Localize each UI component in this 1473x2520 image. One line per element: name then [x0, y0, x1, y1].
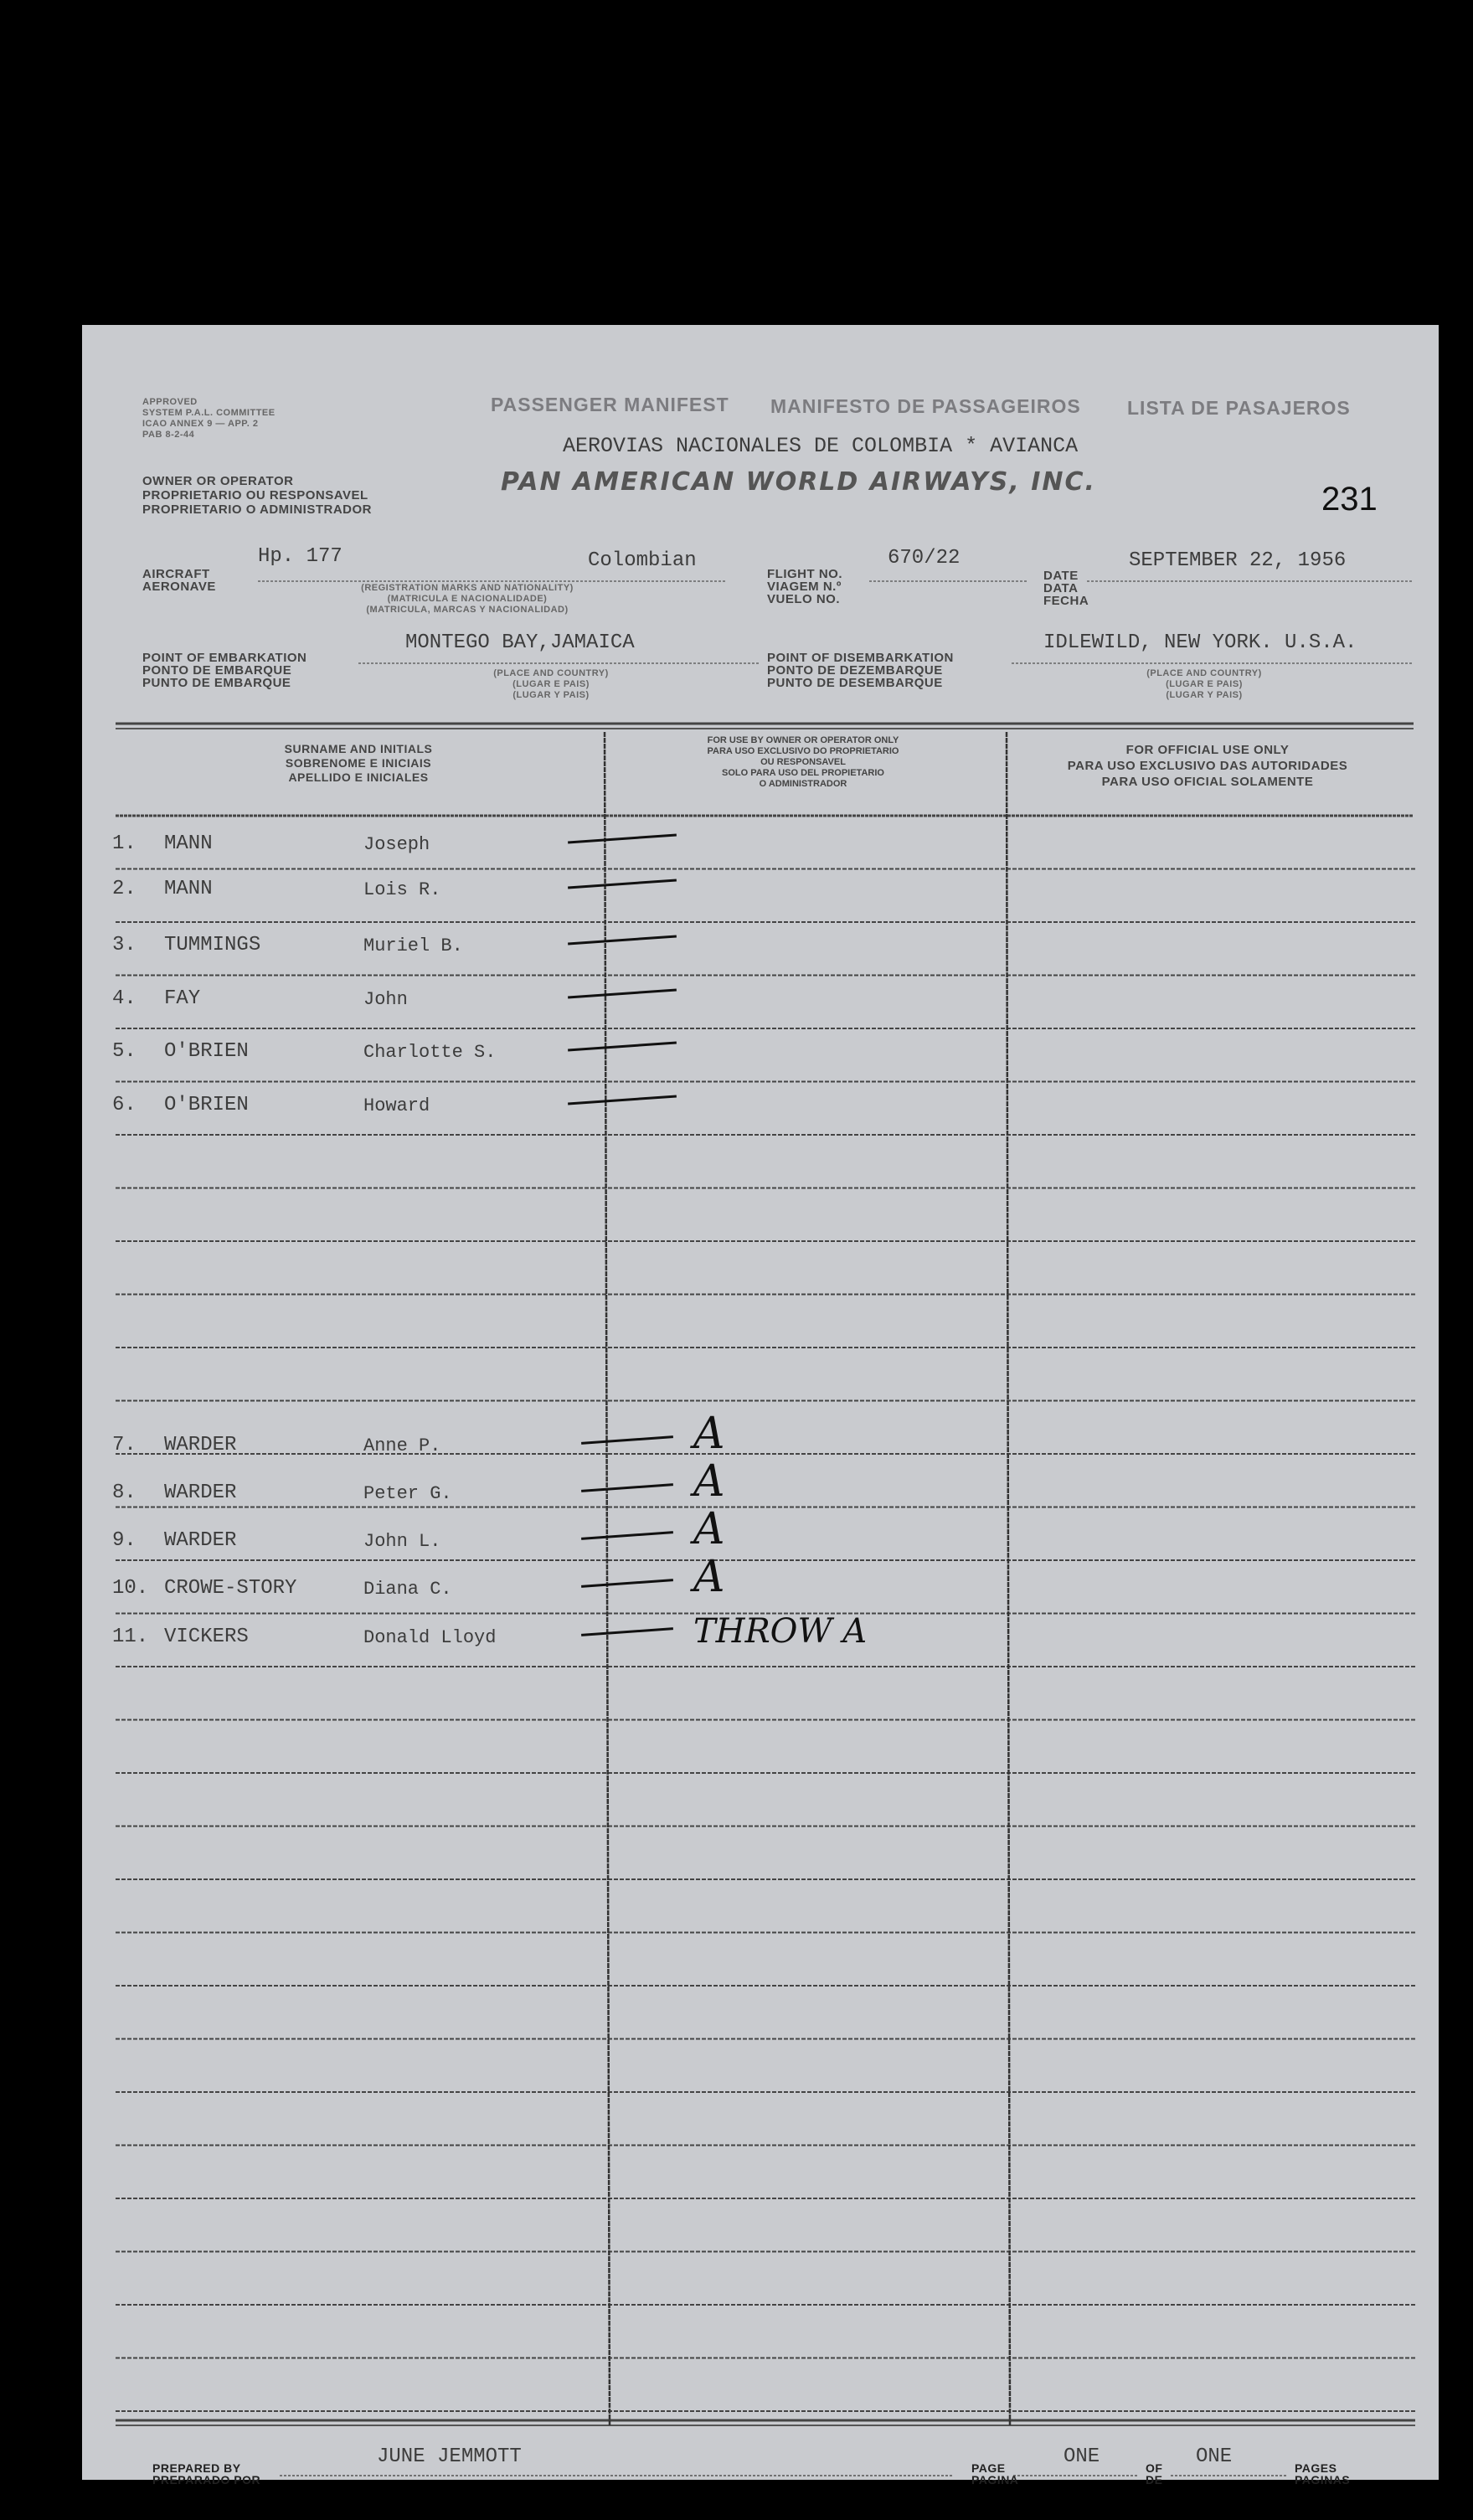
embarkation-label-line: PONTO DE EMBARQUE [142, 663, 292, 678]
handwritten-annotation: THROW A [693, 1611, 868, 1651]
passenger-number: 2. [112, 878, 136, 901]
approval-line: SYSTEM P.A.L. COMMITTEE [142, 408, 276, 418]
flight-label [767, 568, 842, 606]
date-label-line: DATE [1043, 569, 1079, 583]
disembarkation-point: IDLEWILD, NEW YORK. U.S.A. [1043, 631, 1357, 654]
passenger-given-names: Muriel B. [363, 935, 463, 956]
owner-label-line: PROPRIETARIO OU RESPONSAVEL [142, 488, 368, 502]
page-label-line: PAGINA [971, 2473, 1019, 2487]
manifest-form [82, 325, 1439, 2487]
disembarkation-sublabel [1104, 668, 1305, 701]
column-header-line: PARA USO OFICIAL SOLAMENTE [1101, 775, 1314, 789]
passenger-number: 9. [112, 1529, 136, 1553]
column-header-owner-use [606, 735, 1000, 790]
page-total: ONE [1196, 2445, 1233, 2468]
disembarkation-label [767, 652, 954, 689]
column-header-line: O ADMINISTRADOR [759, 779, 847, 789]
passenger-given-names: John L. [363, 1531, 441, 1553]
disembarkation-sublabel-line: (PLACE AND COUNTRY) [1146, 668, 1262, 678]
passenger-given-names: John [363, 988, 408, 1010]
aircraft-nationality: Colombian [588, 549, 697, 572]
passenger-surname: FAY [164, 987, 201, 1010]
page-label [971, 2462, 1018, 2486]
handwritten-annotation: A [693, 1504, 725, 1555]
owner-label-line: OWNER OR OPERATOR [142, 474, 294, 488]
handwritten-annotation: A [693, 1552, 725, 1603]
column-header-names [116, 742, 601, 785]
passenger-surname: MANN [164, 878, 213, 901]
pages-label-line: PAGINAS [1295, 2473, 1351, 2487]
aircraft-sublabel [325, 583, 610, 616]
passenger-surname: VICKERS [164, 1625, 249, 1648]
aircraft-sublabel-line: (MATRICULA, MARCAS Y NACIONALIDAD) [366, 605, 569, 615]
title-spanish: LISTA DE PASAJEROS [1127, 397, 1351, 419]
column-header-line: OU RESPONSAVEL [760, 757, 846, 767]
prepared-by-label-line: PREPARADO POR [152, 2473, 261, 2487]
pages-label-line: PAGES [1295, 2461, 1337, 2475]
aircraft-sublabel-line: (MATRICULA E NACIONALIDADE) [387, 594, 548, 604]
flight-number: 670/22 [888, 547, 961, 569]
page-current: ONE [1064, 2445, 1100, 2468]
title-english: PASSENGER MANIFEST [491, 394, 729, 415]
embarkation-point: MONTEGO BAY,JAMAICA [405, 631, 635, 654]
disembarkation-label-line: PONTO DE DEZEMBARQUE [767, 663, 943, 678]
flight-label-line: FLIGHT NO. [767, 567, 842, 581]
embarkation-sublabel-line: (PLACE AND COUNTRY) [493, 668, 609, 678]
embarkation-sublabel-line: (LUGAR E PAIS) [512, 679, 590, 689]
flight-label-line: VIAGEM N.º [767, 580, 842, 594]
operator-name: AEROVIAS NACIONALES DE COLOMBIA * AVIANCA [563, 434, 1079, 458]
passenger-given-names: Peter G. [363, 1483, 452, 1505]
handwritten-annotation: A [693, 1456, 725, 1507]
of-label-line: OF [1146, 2461, 1163, 2475]
column-divider [605, 732, 610, 2425]
approval-line: ICAO ANNEX 9 — APP. 2 [142, 419, 259, 429]
page-number: 231 [1321, 481, 1378, 518]
date-label-line: DATA [1043, 581, 1079, 595]
passenger-surname: TUMMINGS [164, 934, 261, 956]
owner-label-line: PROPRIETARIO O ADMINISTRADOR [142, 502, 373, 517]
passenger-given-names: Anne P. [363, 1435, 441, 1456]
passenger-number: 7. [112, 1433, 136, 1456]
of-label [1146, 2462, 1162, 2486]
date-label [1043, 569, 1089, 607]
owner-label [142, 474, 372, 517]
of-label-line: DE [1146, 2473, 1163, 2487]
passenger-number: 6. [112, 1093, 136, 1116]
flight-label-line: VUELO NO. [767, 592, 841, 606]
aircraft-registration: Hp. 177 [258, 545, 342, 568]
aircraft-label [142, 568, 216, 593]
column-header-line: PARA USO EXCLUSIVO DO PROPRIETARIO [707, 746, 899, 756]
disembarkation-label-line: POINT OF DISEMBARKATION [767, 651, 954, 665]
aircraft-sublabel-line: (REGISTRATION MARKS AND NATIONALITY) [361, 583, 574, 593]
aircraft-label-line: AIRCRAFT [142, 567, 210, 581]
column-header-line: FOR USE BY OWNER OR OPERATOR ONLY [707, 735, 899, 745]
passenger-surname: WARDER [164, 1433, 237, 1456]
passenger-surname: O'BRIEN [164, 1093, 249, 1116]
passenger-surname: WARDER [164, 1482, 237, 1505]
embarkation-label-line: PUNTO DE EMBARQUE [142, 676, 291, 690]
handwritten-annotation: A [693, 1408, 725, 1459]
operator-stamp: PAN AMERICAN WORLD AIRWAYS, INC. [501, 467, 1096, 497]
passenger-number: 3. [112, 934, 136, 956]
passenger-number: 4. [112, 987, 136, 1010]
flight-date: SEPTEMBER 22, 1956 [1129, 549, 1347, 572]
passenger-given-names: Lois R. [363, 879, 441, 901]
passenger-given-names: Diana C. [363, 1579, 452, 1600]
column-header-line: SOLO PARA USO DEL PROPIETARIO [722, 768, 884, 778]
embarkation-label-line: POINT OF EMBARKATION [142, 651, 307, 665]
title-portuguese: MANIFESTO DE PASSAGEIROS [770, 395, 1081, 417]
date-label-line: FECHA [1043, 594, 1089, 608]
passenger-given-names: Donald Lloyd [363, 1626, 497, 1648]
passenger-number: 8. [112, 1482, 136, 1505]
column-header-line: SOBRENOME E INICIAIS [285, 756, 432, 770]
column-header-line: PARA USO EXCLUSIVO DAS AUTORIDADES [1067, 759, 1348, 773]
embarkation-sublabel [451, 668, 652, 701]
passenger-given-names: Joseph [363, 834, 430, 856]
prepared-by-label [152, 2462, 260, 2486]
prepared-by-name: JUNE JEMMOTT [377, 2445, 522, 2468]
aircraft-label-line: AERONAVE [142, 580, 216, 594]
passenger-surname: CROWE-STORY [164, 1577, 297, 1600]
passenger-number: 5. [112, 1040, 136, 1063]
column-header-line: APELLIDO E INICIALES [288, 770, 429, 784]
embarkation-sublabel-line: (LUGAR Y PAIS) [512, 690, 590, 700]
passenger-given-names: Charlotte S. [363, 1042, 497, 1063]
pages-label [1295, 2462, 1350, 2486]
passenger-number: 10. [112, 1577, 149, 1600]
column-divider [1007, 732, 1010, 2425]
approval-line: PAB 8-2-44 [142, 430, 195, 440]
approval-block [142, 397, 276, 441]
approval-line: APPROVED [142, 397, 198, 407]
passenger-number: 1. [112, 832, 136, 856]
page-label-line: PAGE [971, 2461, 1006, 2475]
passenger-given-names: Howard [363, 1095, 430, 1116]
disembarkation-sublabel-line: (LUGAR Y PAIS) [1166, 690, 1243, 700]
passenger-surname: MANN [164, 832, 213, 856]
column-header-line: FOR OFFICIAL USE ONLY [1125, 743, 1290, 757]
passenger-number: 11. [112, 1625, 149, 1648]
embarkation-label [142, 652, 306, 689]
passenger-surname: O'BRIEN [164, 1040, 249, 1063]
disembarkation-sublabel-line: (LUGAR E PAIS) [1166, 679, 1243, 689]
passenger-surname: WARDER [164, 1529, 237, 1553]
column-header-line: SURNAME AND INITIALS [284, 742, 433, 755]
column-header-official-use [1007, 742, 1409, 790]
prepared-by-label-line: PREPARED BY [152, 2461, 241, 2475]
disembarkation-label-line: PUNTO DE DESEMBARQUE [767, 676, 943, 690]
